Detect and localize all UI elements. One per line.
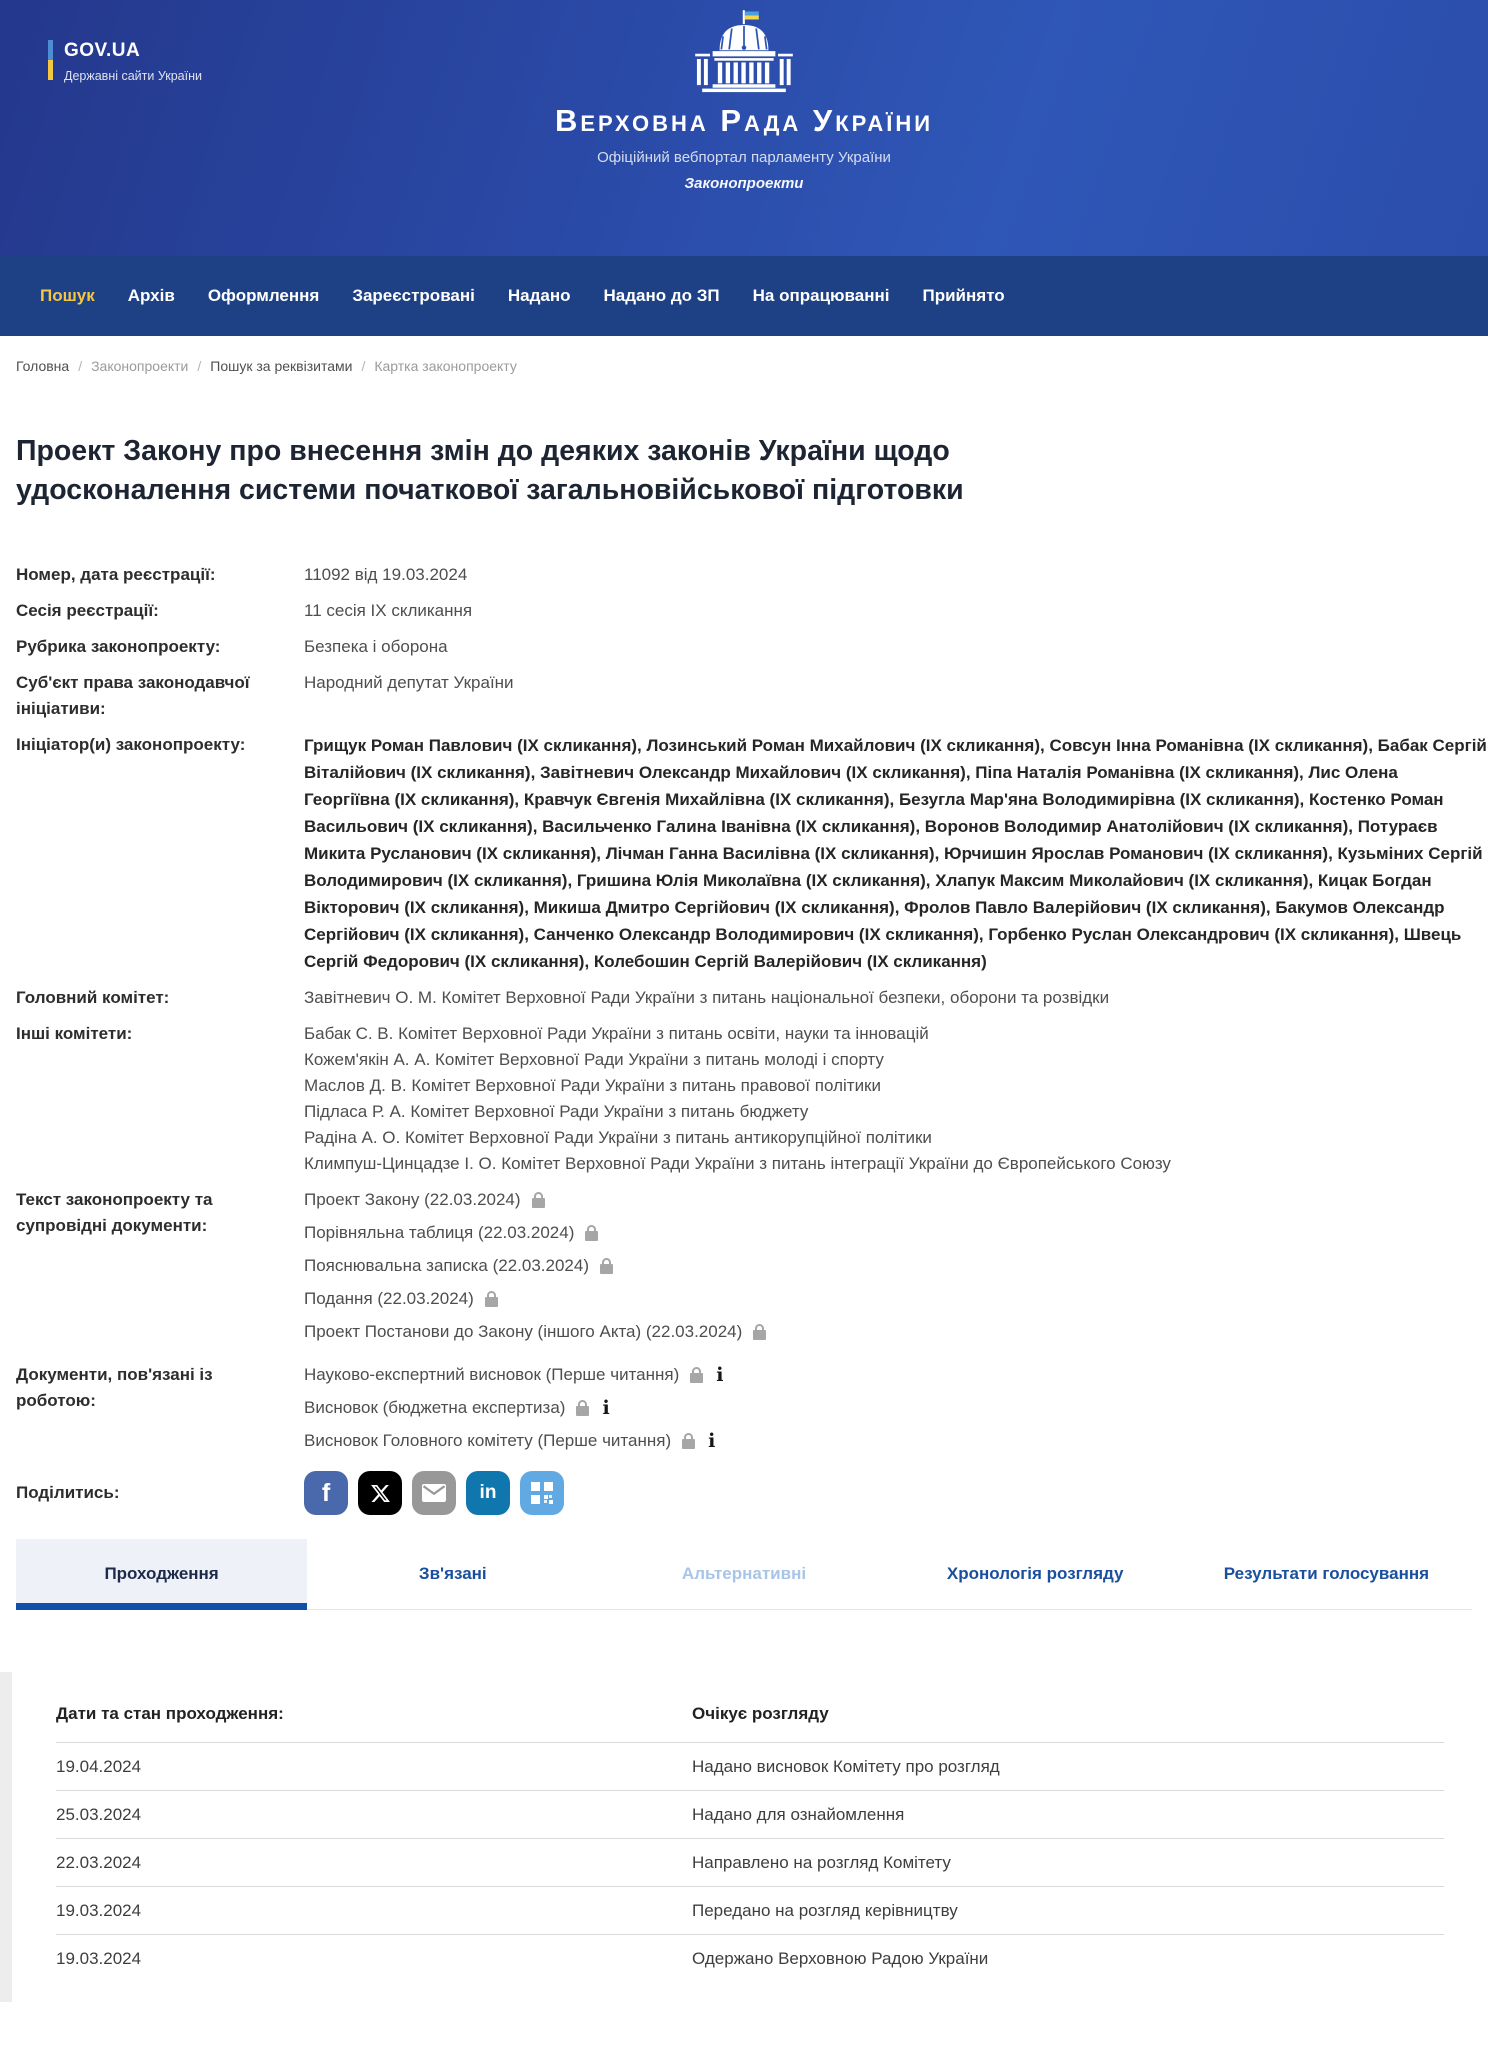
doc-link-label: Проект Закону (22.03.2024) <box>304 1190 521 1209</box>
committee-line: Климпуш-Цинцадзе І. О. Комітет Верховної Ради України з питань інтеграції України до Європейського Союзу <box>304 1154 1171 1173</box>
passage-status: Передано на розгляд керівництву <box>692 1900 958 1920</box>
subject-value: Народний депутат України <box>304 673 514 692</box>
passage-date: 19.03.2024 <box>56 1900 142 1920</box>
lock-icon <box>681 1433 696 1450</box>
doc-link[interactable] <box>304 1220 767 1246</box>
breadcrumb-separator: / <box>78 358 83 374</box>
breadcrumb-home[interactable]: Головна <box>16 358 70 374</box>
passage-section <box>0 1672 1488 2002</box>
info-icon[interactable]: i <box>708 1430 716 1452</box>
bill-title: Проект Закону про внесення змін до деяких законів України щодо удосконалення системи початкової загальновійськової підготовки <box>16 435 964 506</box>
nav-item-pryynyato[interactable]: Прийнято <box>922 286 1005 305</box>
passage-status: Одержано Верховною Радою України <box>692 1948 989 1968</box>
passage-table-header <box>56 1696 1444 1742</box>
tab-rezultaty-golosuvannya[interactable]: Результати голосування <box>1223 1564 1430 1583</box>
tab-zvyazani[interactable]: Зв'язані <box>418 1564 487 1583</box>
bill-text-docs-label: Текст законопроекту та супровідні документи: <box>16 1190 213 1235</box>
doc-link-label: Подання (22.03.2024) <box>304 1289 474 1308</box>
rada-brand <box>0 8 1488 192</box>
breadcrumb-separator: / <box>361 358 366 374</box>
table-row <box>56 1886 1444 1934</box>
work-docs-label: Документи, пов'язані із роботою: <box>16 1365 213 1410</box>
site-subtitle: Офіційний вебпортал парламенту України <box>597 149 891 166</box>
passage-date: 22.03.2024 <box>56 1852 142 1872</box>
tab-prohodzhennya[interactable]: Проходження <box>16 1539 307 1609</box>
nav-item-nadano[interactable]: Надано <box>507 286 571 305</box>
doc-link-label: Проект Постанови до Закону (іншого Акта) (22.03.2024) <box>304 1322 743 1341</box>
passage-date: 19.04.2024 <box>56 1756 142 1776</box>
doc-link[interactable] <box>304 1428 724 1454</box>
doc-link-label: Пояснювальна записка (22.03.2024) <box>304 1256 589 1275</box>
initiators-value: Грищук Роман Павлович (ІХ скликання), Лозинський Роман Михайлович (ІХ скликання), Совсун Інна Романівна (ІХ скликання), Бабак Сергій Віталійович (ІХ скликання), Завітневич Олександр Михайлович (ІХ скликання), Піпа Наталія Романівна (ІХ скликання), Лис Олена Георгіївна (ІХ скликання), Кравчук Євгенія Михайлівна (ІХ скликання), Безугла Мар'яна Володимирівна (ІХ скликання), Костенко Роман Васильович (ІХ скликання), Васильченко Галина Іванівна (ІХ скликання), Воронов Володимир Анатолійович (ІХ скликання), Потураєв Микита Русланович (ІХ скликання), Лічман Ганна Василівна (ІХ скликання), Юрчишин Ярослав Романович (ІХ скликання), Кузьміних Сергій Володимирович (ІХ скликання), Гришина Юлія Миколаївна (ІХ скликання), Хлапук Максим Миколайович (ІХ скликання), Кицак Богдан Вікторович (ІХ скликання), Микиша Дмитро Сергійович (ІХ скликання), Фролов Павло Валерійович (ІХ скликання), Бакумов Олександр Сергійович (ІХ скликання), Санченко Олександр Володимирович (ІХ скликання), Горбенко Руслан Олександрович (ІХ скликання), Швець Сергій Федорович (ІХ скликання), Колебошин Сергій Валерійович (ІХ скликання) <box>304 736 1487 971</box>
site-section-label: Законопроекти <box>684 175 804 192</box>
info-icon[interactable]: i <box>602 1397 610 1419</box>
main-committee-value: Завітневич О. М. Комітет Верховної Ради України з питань національної безпеки, оборони та розвідки <box>304 988 1110 1007</box>
doc-link[interactable] <box>304 1253 767 1279</box>
doc-link[interactable] <box>304 1362 724 1388</box>
lock-icon <box>531 1192 546 1209</box>
tab-alternatyvni: Альтернативні <box>681 1564 807 1583</box>
rada-building-icon[interactable] <box>683 8 805 101</box>
passage-status: Направлено на розгляд Комітету <box>692 1852 951 1872</box>
table-row <box>56 1838 1444 1886</box>
bill-meta <box>16 562 1488 1515</box>
passage-date: 25.03.2024 <box>56 1804 142 1824</box>
other-committees-label: Інші комітети: <box>16 1024 133 1043</box>
reg-number-value: 11092 від 19.03.2024 <box>304 565 468 584</box>
breadcrumb-separator: / <box>197 358 202 374</box>
doc-link[interactable] <box>304 1395 724 1421</box>
share-x-twitter-button[interactable] <box>358 1471 402 1515</box>
doc-link[interactable] <box>304 1319 767 1345</box>
doc-link[interactable] <box>304 1187 767 1213</box>
lock-icon <box>752 1324 767 1341</box>
passage-status: Надано висновок Комітету про розгляд <box>692 1756 1000 1776</box>
nav-item-oformlennya[interactable]: Оформлення <box>207 286 320 305</box>
session-value: 11 сесія IX скликання <box>304 601 473 620</box>
doc-link-label: Порівняльна таблиця (22.03.2024) <box>304 1223 575 1242</box>
lock-icon <box>584 1225 599 1242</box>
subject-label: Суб'єкт права законодавчої ініціативи: <box>16 673 250 718</box>
lock-icon <box>575 1400 590 1417</box>
breadcrumb-zakonoproekty[interactable]: Законопроекти <box>91 358 189 374</box>
table-row <box>56 1790 1444 1838</box>
share-qr-code-button[interactable] <box>520 1471 564 1515</box>
nav-item-arhiv[interactable]: Архів <box>127 286 175 305</box>
table-row <box>56 1934 1444 1982</box>
passage-card <box>12 1672 1488 2002</box>
initiators-label: Ініціатор(и) законопроекту: <box>16 735 246 754</box>
reg-number-label: Номер, дата реєстрації: <box>16 565 216 584</box>
govua-subtitle: Державні сайти України <box>64 69 202 83</box>
govua-title: GOV.UA <box>64 40 141 61</box>
committee-line: Кожем'якін А. А. Комітет Верховної Ради України з питань молоді і спорту <box>304 1050 884 1069</box>
info-icon[interactable]: i <box>716 1364 724 1386</box>
lock-icon <box>599 1258 614 1275</box>
main-committee-label: Головний комітет: <box>16 988 170 1007</box>
breadcrumb-poshuk-za-rekvizytamy[interactable]: Пошук за реквізитами <box>210 358 353 374</box>
nav-item-zareyestrovani[interactable]: Зареєстровані <box>352 286 475 305</box>
passage-status: Надано для ознайомлення <box>692 1804 905 1824</box>
nav-item-nadano-do-zp[interactable]: Надано до ЗП <box>603 286 720 305</box>
nav-item-poshuk[interactable]: Пошук <box>40 286 95 305</box>
site-title: Верховна Рада України <box>554 103 934 138</box>
site-header <box>0 0 1488 256</box>
share-label: Поділитись: <box>16 1483 120 1502</box>
breadcrumb <box>16 358 1488 374</box>
tab-hronologiya-rozglyadu[interactable]: Хронологія розгляду <box>946 1564 1124 1583</box>
doc-link[interactable] <box>304 1286 767 1312</box>
committee-line: Радіна А. О. Комітет Верховної Ради України з питань антикорупційної політики <box>304 1128 932 1147</box>
share-linkedin-button[interactable]: in <box>466 1471 510 1515</box>
passage-col2-header: Очікує розгляду <box>692 1704 829 1723</box>
breadcrumb-current-page: Картка законопроекту <box>374 358 517 374</box>
committee-line: Маслов Д. В. Комітет Верховної Ради України з питань правової політики <box>304 1076 881 1095</box>
committee-line: Підласа Р. А. Комітет Верховної Ради України з питань бюджету <box>304 1102 809 1121</box>
rubric-value: Безпека і оборона <box>304 637 448 656</box>
passage-col1-header: Дати та стан проходження: <box>56 1704 284 1723</box>
share-buttons <box>304 1471 564 1515</box>
passage-date: 19.03.2024 <box>56 1948 142 1968</box>
lock-icon <box>484 1291 499 1308</box>
table-row <box>56 1742 1444 1790</box>
lock-icon <box>689 1367 704 1384</box>
share-facebook-button[interactable]: f <box>304 1471 348 1515</box>
doc-link-label: Висновок Головного комітету (Перше читання) <box>304 1431 672 1450</box>
bill-tabs <box>16 1539 1472 1610</box>
committee-line: Бабак С. В. Комітет Верховної Ради України з питань освіти, науки та інновацій <box>304 1024 929 1043</box>
rubric-label: Рубрика законопроекту: <box>16 637 221 656</box>
share-email-button[interactable] <box>412 1471 456 1515</box>
main-nav <box>0 256 1488 336</box>
nav-item-na-opratsyuvanni[interactable]: На опрацюванні <box>752 286 890 305</box>
doc-link-label: Науково-експертний висновок (Перше читання) <box>304 1365 680 1384</box>
doc-link-label: Висновок (бюджетна експертиза) <box>304 1398 566 1417</box>
session-label: Сесія реєстрації: <box>16 601 159 620</box>
